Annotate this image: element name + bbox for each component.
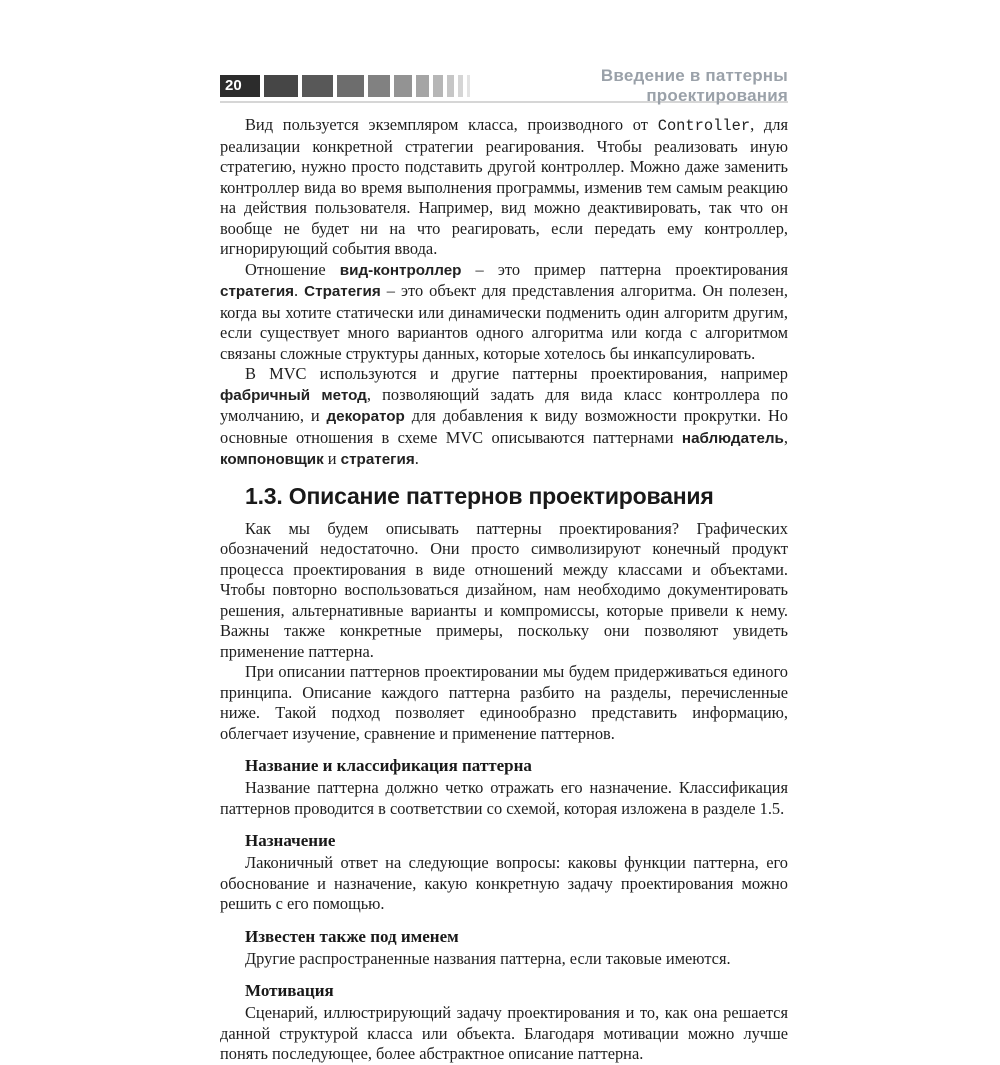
gradient-block	[368, 75, 390, 97]
gradient-block	[447, 75, 454, 97]
paragraph	[220, 949, 788, 970]
text-run: В MVC используются и другие паттерны проектирования, например	[245, 364, 788, 383]
page-content	[220, 115, 788, 1065]
text-run: для добавления к виду возможности прокрутки. Но основные отношения в схеме MVC описываются паттернами	[220, 406, 788, 447]
paragraph	[220, 364, 788, 471]
text-run: .	[294, 281, 305, 300]
gradient-block	[337, 75, 364, 97]
subsection-heading: Мотивация	[245, 981, 334, 1000]
subsection-heading: Известен также под именем	[245, 926, 459, 946]
header-gradient-bar	[264, 75, 470, 97]
section-heading: 1.3. Описание паттернов проектирования	[245, 482, 714, 509]
text-run: Название паттерна должно четко отражать его назначение. Классификация паттернов проводится в соответствии со схемой, которая изложена в разделе 1.5.	[220, 778, 788, 818]
subsection-heading: Название и классификация паттерна	[245, 756, 532, 775]
text-run: .	[414, 449, 419, 468]
gradient-block	[416, 75, 429, 97]
book-page	[220, 66, 789, 1065]
page-number: 20	[225, 77, 242, 94]
text-run: , для реализации конкретной стратегии реагирования. Чтобы реализовать иную стратегию, нужно просто подставить другой контроллер. Можно даже заменить контроллер вида во время выполнения программы, изменив тем самым реакцию на действия пользователя. Например, вид можно деактивировать, так что он вообще не будет ни на что реагировать, если передать ему контроллер, игнорирующий события ввода.	[220, 115, 788, 258]
text-run: – это пример паттерна проектирования	[461, 259, 789, 279]
paragraph	[220, 115, 788, 260]
text-run: Как мы будем описывать паттерны проектирования? Графических обозначений недостаточно. Они просто символизируют конечный продукт процесса проектирования в виде отношений между классами и объектами. Чтобы повторно воспользоваться дизайном, нам необходимо документировать решения, альтернативные варианты и компромиссы, которые привели к нему. Важны также конкретные примеры, поскольку они позволяют увидеть применение паттерна.	[220, 518, 788, 661]
gradient-block	[433, 75, 443, 97]
pattern-term: компоновщик	[220, 451, 324, 468]
pattern-term: стратегия	[340, 451, 415, 468]
gradient-block	[302, 75, 333, 97]
paragraph	[220, 1003, 788, 1065]
text-run: , позволяющий задать для вида класс контроллера по умолчанию, и	[220, 384, 789, 425]
paragraph	[220, 778, 788, 819]
paragraph	[220, 519, 788, 663]
text-run: ,	[783, 427, 788, 447]
text-run: При описании паттернов проектировании мы будем придерживаться единого принципа. Описание каждого паттерна разбито на разделы, перечисленные ниже. Такой подход позволяет единообразно представить информацию, облегчает изучение, сравнение и применение паттернов.	[220, 662, 788, 743]
pattern-term: Стратегия	[304, 283, 381, 300]
pattern-term: декоратор	[326, 408, 405, 425]
subsection-heading: Назначение	[245, 831, 336, 850]
pattern-term: вид-контроллер	[339, 261, 462, 279]
page-number-box	[220, 75, 260, 97]
pattern-term: стратегия	[220, 283, 295, 300]
paragraph	[220, 260, 788, 365]
gradient-block	[394, 75, 412, 97]
paragraph	[220, 662, 788, 744]
pattern-term: фабричный метод	[220, 386, 367, 404]
text-run: Отношение	[245, 259, 340, 279]
text-run: и	[323, 449, 341, 468]
pattern-term: наблюдатель	[681, 429, 784, 447]
paragraph	[220, 853, 788, 915]
chapter-title: Введение в паттерны проектирования	[600, 66, 788, 105]
page-header	[220, 66, 788, 105]
text-run: – это объект для представления алгоритма. Он полезен, когда вы хотите статически или динамически подменить один алгоритм другим, если существует много вариантов одного алгоритма или когда с алгоритмом связаны сложные структуры данных, которые хотелось бы инкапсулировать.	[220, 281, 789, 363]
gradient-block	[458, 75, 463, 97]
code-inline: Controller	[657, 117, 751, 135]
text-run: Сценарий, иллюстрирующий задачу проектирования и то, как она решается данной структурой класса или объекта. Благодаря мотивации можно лучше понять последующее, более абстрактное описание паттерна.	[220, 1003, 788, 1063]
text-run: Вид пользуется экземпляром класса, производного от	[245, 115, 658, 134]
gradient-block	[264, 75, 298, 97]
text-run: Лаконичный ответ на следующие вопросы: каковы функции паттерна, его обоснование и назначение, какую конкретную задачу проектирования можно решить с его помощью.	[220, 853, 788, 913]
text-run: Другие распространенные названия паттерна, если таковые имеются.	[245, 948, 731, 968]
